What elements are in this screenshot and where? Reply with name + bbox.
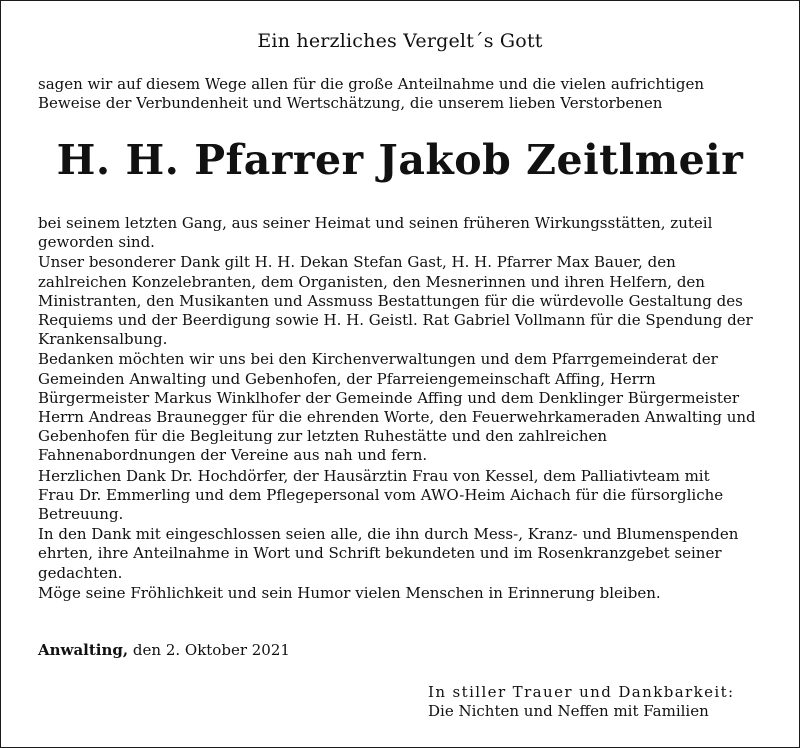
place-date	[38, 641, 290, 660]
paragraph-clergy-thanks	[38, 253, 770, 349]
notice-body	[38, 214, 770, 604]
paragraph-donations-thanks	[38, 525, 770, 583]
text-line: Gebenhofen für die Begleitung zur letzten Ruhestätte und den zahlreichen	[38, 427, 608, 446]
notice-heading: Ein herzliches Vergelt´s Gott	[257, 30, 543, 52]
signature-line-2: Die Nichten und Neffen mit Familien	[428, 702, 709, 720]
intro-text	[38, 75, 768, 113]
text-line: Herzlichen Dank Dr. Hochdörfer, der Hausärztin Frau von Kessel, dem Palliativteam mit	[38, 466, 710, 485]
text-line: Ministranten, den Musikanten und Assmuss Bestattungen für die würdevolle Gestaltung des	[38, 291, 743, 310]
text-line: Requiems und der Beerdigung sowie H. H. Geistl. Rat Gabriel Vollmann für die Spendung der	[38, 311, 753, 330]
text-line: Gemeinden Anwalting und Gebenhofen, der Pfarreiengemeinschaft Affing, Herrn	[38, 369, 656, 388]
place-date-text: den 2. Oktober 2021	[132, 641, 290, 659]
paragraph-care-thanks	[38, 467, 770, 525]
signature-line-1: In stiller Trauer und Dankbarkeit:	[428, 683, 735, 701]
text-line: ehrten, ihre Anteilnahme in Wort und Schrift bekundeten und im Rosenkranzgebet seiner	[38, 544, 722, 563]
intro-line: Beweise der Verbundenheit und Wertschätzung, die unserem lieben Verstorbenen	[38, 94, 663, 112]
text-line: Betreuung.	[38, 505, 124, 524]
text-line: Fahnenabordnungen der Vereine aus nah und fern.	[38, 446, 428, 465]
intro-line: sagen wir auf diesem Wege allen für die große Anteilnahme und die vielen aufrichtigen	[38, 75, 704, 93]
text-line: Frau Dr. Emmerling und dem Pflegepersonal vom AWO-Heim Aichach für die fürsorgliche	[38, 485, 724, 504]
text-line: Unser besonderer Dank gilt H. H. Dekan Stefan Gast, H. H. Pfarrer Max Bauer, den	[38, 253, 676, 272]
text-line: In den Dank mit eingeschlossen seien alle, die ihn durch Mess-, Kranz- und Blumenspenden	[38, 525, 739, 544]
paragraph-last-journey	[38, 214, 770, 252]
text-line: Krankensalbung.	[38, 330, 168, 349]
text-line: gedachten.	[38, 563, 123, 582]
place-town: Anwalting,	[38, 641, 129, 659]
deceased-name: H. H. Pfarrer Jakob Zeitlmeir	[56, 136, 744, 184]
text-line: bei seinem letzten Gang, aus seiner Heimat und seinen früheren Wirkungsstätten, zuteil	[38, 214, 713, 232]
text-line: Möge seine Fröhlichkeit und sein Humor vielen Menschen in Erinnerung bleiben.	[38, 583, 661, 602]
signature-block	[428, 683, 734, 721]
text-line: Herrn Andreas Braunegger für die ehrenden Worte, den Feuerwehrkameraden Anwalting und	[38, 408, 756, 427]
text-line: Bedanken möchten wir uns bei den Kirchenverwaltungen und dem Pfarrgemeinderat der	[38, 350, 718, 369]
paragraph-remembrance	[38, 584, 770, 603]
text-line: Bürgermeister Markus Winklhofer der Gemeinde Affing und dem Denklinger Bürgermeister	[38, 388, 739, 407]
text-line: geworden sind.	[38, 233, 155, 252]
text-line: zahlreichen Konzelebranten, dem Organisten, den Mesnerinnen und ihren Helfern, den	[38, 272, 705, 291]
paragraph-community-thanks	[38, 350, 770, 465]
